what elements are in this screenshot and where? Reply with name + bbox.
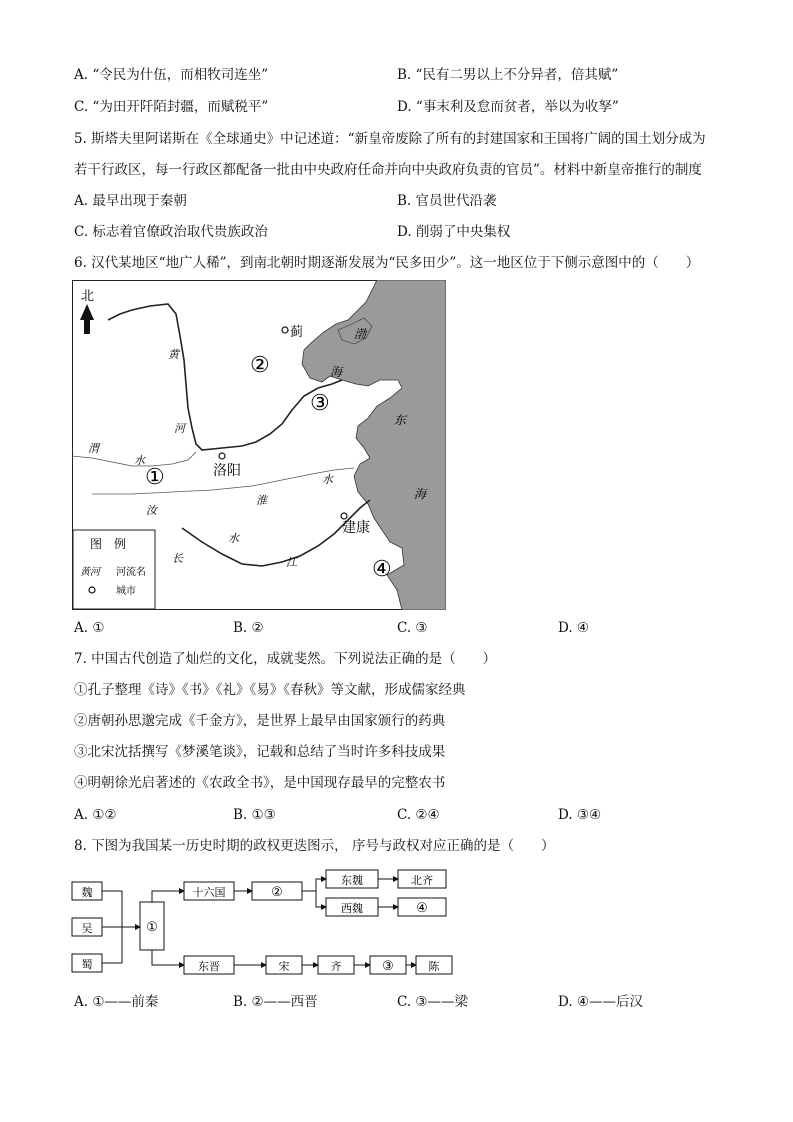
river-label-jiang: 江 [286, 556, 297, 569]
city-luoyang: 洛阳 [213, 463, 241, 479]
q5-option-c: C. 标志着官僚政治取代贵族政治 [74, 224, 268, 240]
flow-n3: ③ [382, 959, 394, 974]
q5-stem-line1: 5. 斯塔夫里阿诺斯在《全球通史》中记述道：“新皇帝废除了所有的封建国家和王国将广阔的国土划分成为 [74, 131, 706, 147]
legend-city-label: 城市 [116, 586, 136, 597]
river-label-ru1: 汝 [146, 504, 157, 517]
q8-option-c: C. ③——梁 [397, 994, 469, 1010]
q6-stem: 6. 汉代某地区“地广人稀”，到南北朝时期逐渐发展为“民多田少”。这一地区位于下侧示意图中的（ ） [74, 255, 700, 271]
flow-n4: ④ [416, 901, 428, 916]
q7-stem: 7. 中国古代创造了灿烂的文化，成就斐然。下列说法正确的是（ ） [74, 651, 497, 667]
river-label-wei2: 水 [134, 454, 145, 467]
river-label-huang: 黄 [168, 348, 179, 361]
q5-option-a: A. 最早出现于秦朝 [74, 193, 187, 209]
map-north-label: 北 [81, 289, 95, 304]
flow-song: 宋 [278, 960, 290, 973]
q8-option-b: B. ②——西晋 [233, 994, 318, 1010]
flow-xiwei: 西魏 [341, 902, 363, 915]
q5-option-d: D. 削弱了中央集权 [397, 224, 511, 240]
sea-label-bo: 渤 [354, 327, 367, 341]
q7-option-c: C. ②④ [397, 807, 440, 823]
q6-option-b: B. ② [233, 620, 264, 636]
flow-n1: ① [146, 920, 158, 935]
flow-shiliuguo: 十六国 [192, 886, 226, 899]
q8-stem: 8. 下图为我国某一历史时期的政权更迭图示， 序号与政权对应正确的是（ ） [74, 838, 555, 854]
legend-river-sample: 黄河 [80, 567, 100, 578]
river-label-wei1: 渭 [88, 442, 99, 455]
map-marker-1: ① [145, 465, 165, 490]
flow-dongjin: 东晋 [198, 960, 220, 973]
q5-stem-line2: 若干行政区，每一行政区都配备一批由中央政府任命并向中央政府负责的官员”。材料中新皇帝推行的制度 [74, 162, 702, 178]
q4-option-b: B. “民有二男以上不分异者，倍其赋” [397, 67, 619, 83]
q4-option-c: C. “为田开阡陌封疆，而赋税平” [74, 99, 269, 115]
map-marker-3: ③ [310, 391, 330, 416]
q6-option-d: D. ④ [558, 620, 590, 636]
legend-city-icon [89, 587, 95, 593]
flow-n2: ② [271, 885, 283, 900]
legend-river-label: 河流名 [116, 567, 146, 578]
map-marker-4: ④ [372, 557, 392, 582]
flow-dongwei: 东魏 [341, 874, 363, 887]
river-label-huai1: 淮 [256, 494, 267, 507]
map-marker-2: ② [250, 353, 270, 378]
q7-statement-4: ④明朝徐光启著述的《农政全书》，是中国现存最早的完整农书 [74, 775, 446, 791]
q8-option-a: A. ①——前秦 [74, 994, 159, 1010]
q6-option-a: A. ① [74, 620, 105, 636]
flow-qi: 齐 [330, 960, 342, 973]
q7-option-d: D. ③④ [558, 807, 602, 823]
han-map [72, 280, 446, 610]
q6-option-c: C. ③ [397, 620, 428, 636]
q7-statement-2: ②唐朝孙思邈完成《千金方》，是世界上最早由国家颁行的药典 [74, 713, 446, 729]
flow-wu: 吴 [81, 922, 93, 935]
q7-option-a: A. ①② [74, 807, 117, 823]
sea-label-hai2: 海 [414, 487, 427, 501]
q7-option-b: B. ①③ [233, 807, 276, 823]
q7-statement-1: ①孔子整理《诗》《书》《礼》《易》《春秋》等文献，形成儒家经典 [74, 682, 466, 698]
sea-label-dong: 东 [394, 413, 407, 427]
river-label-he: 河 [174, 422, 185, 435]
flow-shu: 蜀 [81, 958, 93, 971]
legend-title: 图 例 [90, 537, 127, 551]
sea-label-hai1: 海 [330, 365, 343, 379]
q4-option-a: A. “令民为什伍，而相牧司连坐” [74, 67, 269, 83]
river-label-ru2: 水 [228, 532, 239, 545]
river-label-chang: 长 [172, 552, 183, 565]
q4-option-d: D. “事末利及怠而贫者，举以为收孥” [397, 99, 619, 115]
q8-option-d: D. ④——后汉 [558, 994, 644, 1010]
q5-option-b: B. 官员世代沿袭 [397, 193, 497, 209]
river-label-huai2: 水 [322, 473, 333, 486]
flow-beiqi: 北齐 [411, 874, 433, 887]
flow-wei: 魏 [81, 886, 93, 899]
regime-flow-diagram [70, 868, 460, 980]
flow-chen: 陈 [428, 960, 440, 973]
q7-statement-3: ③北宋沈括撰写《梦溪笔谈》，记载和总结了当时许多科技成果 [74, 744, 446, 760]
city-jiankang: 建康 [342, 520, 370, 536]
city-ji: 蓟 [290, 325, 304, 340]
